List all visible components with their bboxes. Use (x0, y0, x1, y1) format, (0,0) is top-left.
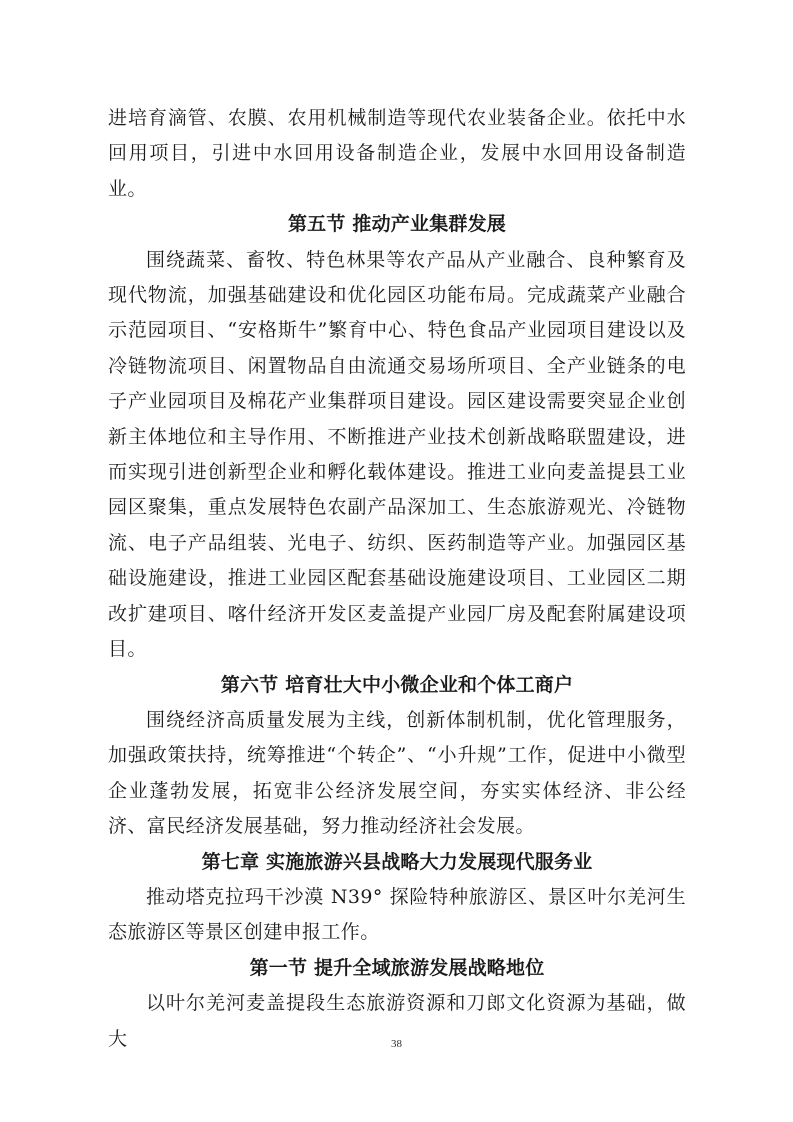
paragraph-tourism-zones: 推动塔克拉玛干沙漠 N39° 探险特种旅游区、景区叶尔羌河生态旅游区等景区创建申报工作。 (108, 885, 686, 944)
section-heading-6: 第六节 培育壮大中小微企业和个体工商户 (220, 673, 574, 696)
chapter-heading-7: 第七章 实施旅游兴县战略大力发展现代服务业 (201, 850, 593, 873)
paragraph-tourism-resources: 以叶尔羌河麦盖提段生态旅游资源和刀郎文化资源为基础，做大 (108, 992, 686, 1050)
paragraph-agri-equipment: 进培育滴管、农膜、农用机械制造等现代农业装备企业。依托中水回用项目，引进中水回用设备制造企业，发展中水回用设备制造业。 (108, 107, 686, 200)
paragraph-industry-cluster: 围绕蔬菜、畜牧、特色林果等农产品从产业融合、良种繁育及现代物流，加强基础建设和优化园区功能布局。完成蔬菜产业融合示范园项目、“安格斯牛”繁育中心、特色食品产业园项目建设以及冷链物流项目、闲置物品自由流通交易场所项目、全产业链条的电子产业园项目及棉花产业集群项目建设。园区建设需要突显企业创新主体地位和主导作用、不断推进产业技术创新战略联盟建设，进而实现引进创新型企业和孵化载体建设。推进工业向麦盖提县工业园区聚集，重点发展特色农副产品深加工、生态旅游观光、冷链物流、电子产品组装、光电子、纺织、医药制造等产业。加强园区基础设施建设，推进工业园区配套基础设施建设项目、工业园区二期改扩建项目、喀什经济开发区麦盖提产业园厂房及配套附属建设项目。 (108, 248, 686, 661)
paragraph-small-business: 围绕经济高质量发展为主线，创新体制机制，优化管理服务，加强政策扶持，统筹推进“个转企”、“小升规”工作，促进中小微型企业蓬勃发展，拓宽非公经济发展空间，夯实实体经济、非公经济、富民经济发展基础，努力推动经济社会发展。 (108, 708, 686, 838)
document-page (108, 101, 686, 1057)
section-heading-1: 第一节 提升全域旅游发展战略地位 (249, 956, 545, 979)
page-number: 38 (391, 1038, 402, 1050)
section-heading-5: 第五节 推动产业集群发展 (287, 213, 506, 236)
